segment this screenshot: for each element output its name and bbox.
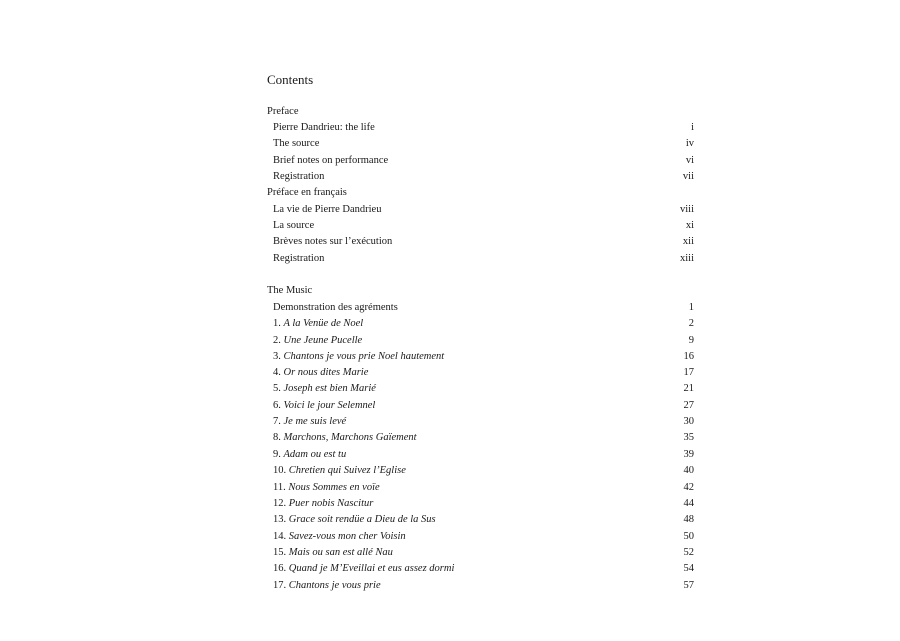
toc-entry[interactable]: 4. Or nous dites Marie 17 [273, 367, 694, 378]
page-number: vii [682, 171, 694, 182]
toc-entry[interactable]: 3. Chantons je vous prie Noel hautement 16 [273, 351, 694, 362]
toc-entry[interactable]: 16. Quand je M’Eveillai et eus assez dormi 54 [273, 563, 694, 574]
page-number: 57 [683, 580, 694, 591]
toc-entry[interactable]: 2. Une Jeune Pucelle 9 [273, 335, 694, 346]
toc-entry[interactable]: The source iv [273, 138, 694, 149]
page-number: 42 [683, 482, 694, 493]
page-number: 2 [688, 318, 694, 329]
section-heading-music: The Music [267, 285, 313, 296]
page-number: 44 [683, 498, 694, 509]
page-number: 27 [683, 400, 694, 411]
toc-entry[interactable]: Registration xiii [273, 253, 694, 264]
page-number: xi [685, 220, 694, 231]
page-number: 16 [683, 351, 694, 362]
page-number: 52 [683, 547, 694, 558]
toc-entry[interactable]: Brief notes on performance vi [273, 155, 694, 166]
page-number: iv [685, 138, 694, 149]
toc-entry[interactable]: 7. Je me suis levé 30 [273, 416, 694, 427]
toc-entry[interactable]: 17. Chantons je vous prie 57 [273, 580, 694, 591]
page-number: 40 [683, 465, 694, 476]
page-title: Contents [267, 72, 314, 87]
page-number: 1 [688, 302, 694, 313]
page-number: 35 [683, 432, 694, 443]
page-number: i [691, 122, 694, 133]
toc-entry[interactable]: La source xi [273, 220, 694, 231]
toc-entry[interactable]: 11. Nous Sommes en voïe 42 [273, 482, 694, 493]
page-number: 17 [683, 367, 694, 378]
toc-entry[interactable]: Demonstration des agréments 1 [273, 302, 694, 313]
toc-entry[interactable]: 14. Savez-vous mon cher Voisin 50 [273, 531, 694, 542]
page-number: 50 [683, 531, 694, 542]
page-number: 48 [683, 514, 694, 525]
page-number: vi [685, 155, 694, 166]
toc-entry[interactable]: 12. Puer nobis Nascitur 44 [273, 498, 694, 509]
page-number: 9 [688, 335, 694, 346]
page-number: 21 [683, 383, 694, 394]
page-number: viii [679, 204, 694, 215]
page-number: 39 [683, 449, 694, 460]
section-heading-preface: Preface [267, 106, 299, 117]
toc-entry[interactable]: 6. Voici le jour Selemnel 27 [273, 400, 694, 411]
toc-entry[interactable]: 9. Adam ou est tu 39 [273, 449, 694, 460]
toc-entry[interactable]: Registration vii [273, 171, 694, 182]
section-heading-preface-fr: Préface en français [267, 187, 347, 198]
toc-entry[interactable]: 10. Chretien qui Suivez l’Eglise 40 [273, 465, 694, 476]
toc-entry[interactable]: 5. Joseph est bien Marié 21 [273, 383, 694, 394]
toc-entry[interactable]: La vie de Pierre Dandrieu viii [273, 204, 694, 215]
toc-entry[interactable]: 15. Mais ou san est allé Nau 52 [273, 547, 694, 558]
toc-entry[interactable]: 13. Grace soit rendüe a Dieu de la Sus 48 [273, 514, 694, 525]
toc-entry[interactable]: Pierre Dandrieu: the life i [273, 122, 694, 133]
toc-entry[interactable]: 1. A la Venüe de Noel 2 [273, 318, 694, 329]
page-number: 54 [683, 563, 694, 574]
toc-entry[interactable]: 8. Marchons, Marchons Gaïement 35 [273, 432, 694, 443]
page-number: xiii [679, 253, 694, 264]
toc-entry[interactable]: Brèves notes sur l’exécution xii [273, 236, 694, 247]
page-number: xii [682, 236, 694, 247]
page-number: 30 [683, 416, 694, 427]
